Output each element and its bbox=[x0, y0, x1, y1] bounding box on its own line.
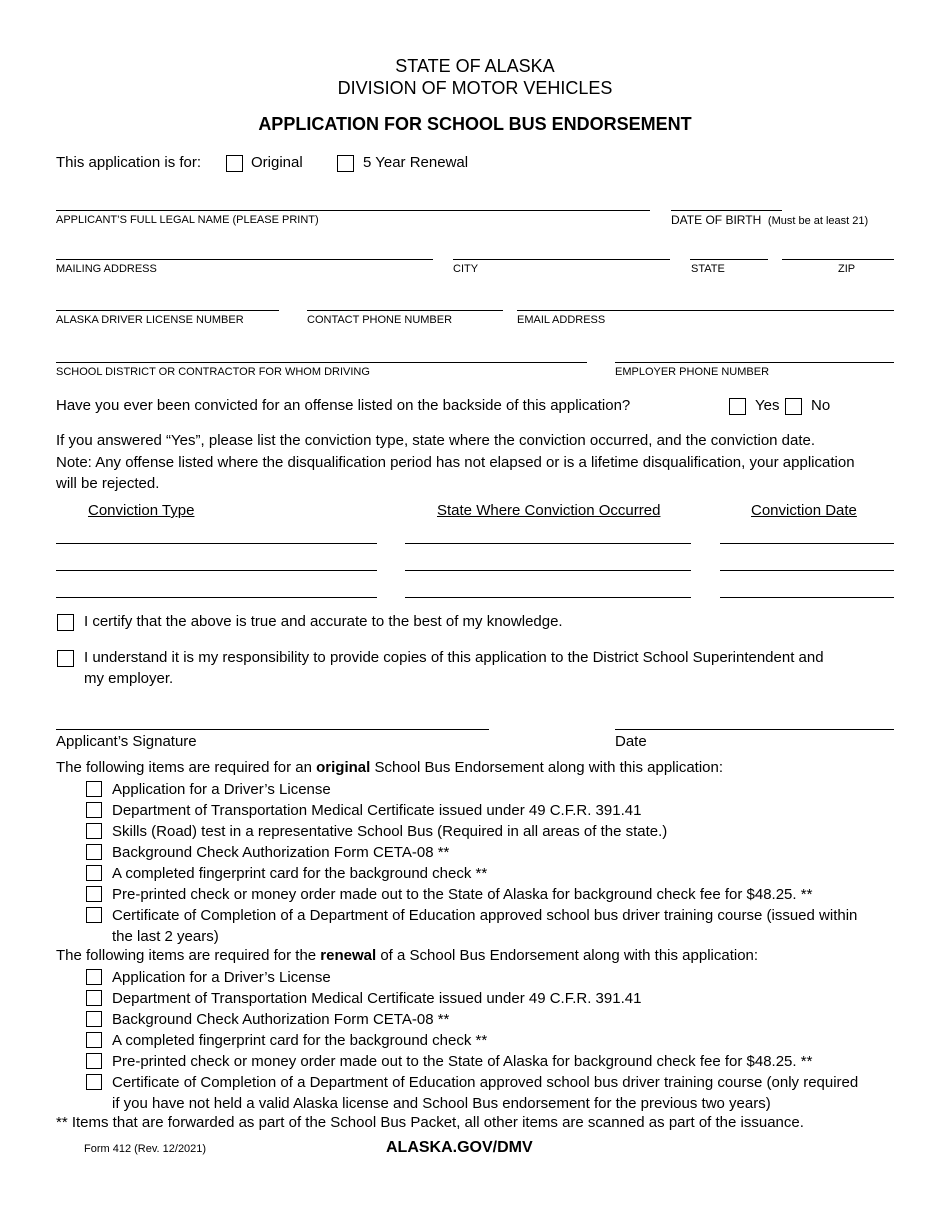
renewal-item-checkbox-5[interactable] bbox=[86, 1053, 102, 1069]
original-item-checkbox-2[interactable] bbox=[86, 802, 102, 818]
mailing-address-label: MAILING ADDRESS bbox=[56, 263, 157, 275]
original-item-5: A completed fingerprint card for the background check ** bbox=[112, 865, 488, 882]
city-label: CITY bbox=[453, 263, 479, 275]
original-intro-post: School Bus Endorsement along with this application: bbox=[370, 759, 724, 776]
conviction-no-label: No bbox=[811, 397, 831, 414]
original-item-checkbox-5[interactable] bbox=[86, 865, 102, 881]
renewal-item-6-continued: if you have not held a valid Alaska license and School Bus endorsement for the previous two years) bbox=[112, 1095, 771, 1112]
conviction-yes-label: Yes bbox=[755, 397, 780, 414]
email-label: EMAIL ADDRESS bbox=[517, 314, 606, 326]
conviction-date-field-1[interactable] bbox=[720, 543, 894, 544]
original-item-7: Certificate of Completion of a Department of Education approved school bus driver training course (issued within bbox=[112, 907, 858, 924]
original-checkbox[interactable] bbox=[226, 155, 243, 172]
state-field[interactable] bbox=[690, 259, 768, 260]
website-link[interactable]: ALASKA.GOV/DMV bbox=[386, 1139, 533, 1156]
responsibility-checkbox[interactable] bbox=[57, 650, 74, 667]
employer-phone-field[interactable] bbox=[615, 362, 894, 363]
renewal-item-checkbox-2[interactable] bbox=[86, 990, 102, 1006]
renewal-item-4: A completed fingerprint card for the background check ** bbox=[112, 1032, 488, 1049]
signature-date-label: Date bbox=[615, 733, 647, 750]
conviction-type-field-3[interactable] bbox=[56, 597, 377, 598]
conviction-date-header: Conviction Date bbox=[751, 502, 857, 519]
original-intro-pre: The following items are required for an bbox=[56, 759, 317, 776]
original-item-2: Department of Transportation Medical Certificate issued under 49 C.F.R. 391.41 bbox=[112, 802, 642, 819]
conviction-type-field-2[interactable] bbox=[56, 570, 377, 571]
city-field[interactable] bbox=[453, 259, 670, 260]
division-heading: DIVISION OF MOTOR VEHICLES bbox=[337, 78, 613, 98]
employer-phone-label: EMPLOYER PHONE NUMBER bbox=[615, 366, 770, 378]
conviction-state-field-2[interactable] bbox=[405, 570, 691, 571]
license-number-label: ALASKA DRIVER LICENSE NUMBER bbox=[56, 314, 244, 326]
conviction-question: Have you ever been convicted for an offense listed on the backside of this application? bbox=[56, 397, 631, 414]
conviction-state-header: State Where Conviction Occurred bbox=[437, 502, 661, 519]
renewal-item-6: Certificate of Completion of a Department of Education approved school bus driver training course (only required bbox=[112, 1074, 859, 1091]
renewal-item-2: Department of Transportation Medical Certificate issued under 49 C.F.R. 391.41 bbox=[112, 990, 642, 1007]
original-item-3: Skills (Road) test in a representative School Bus (Required in all areas of the state.) bbox=[112, 823, 668, 840]
signature-field[interactable] bbox=[56, 729, 489, 730]
original-item-1: Application for a Driver’s License bbox=[112, 781, 331, 798]
dob-label bbox=[671, 213, 868, 227]
state-label: STATE bbox=[691, 263, 725, 275]
conviction-no-checkbox[interactable] bbox=[785, 398, 802, 415]
full-name-field[interactable] bbox=[56, 210, 650, 211]
zip-field[interactable] bbox=[782, 259, 894, 260]
conviction-yes-checkbox[interactable] bbox=[729, 398, 746, 415]
renewal-intro-post: of a School Bus Endorsement along with this application: bbox=[376, 947, 759, 964]
original-item-4: Background Check Authorization Form CETA-08 ** bbox=[112, 844, 450, 861]
original-item-checkbox-3[interactable] bbox=[86, 823, 102, 839]
form-number: Form 412 (Rev. 12/2021) bbox=[84, 1143, 207, 1155]
conviction-type-field-1[interactable] bbox=[56, 543, 377, 544]
license-number-field[interactable] bbox=[56, 310, 279, 311]
zip-label: ZIP bbox=[838, 263, 856, 275]
renewal-intro-pre: The following items are required for the bbox=[56, 947, 321, 964]
original-item-7-continued: the last 2 years) bbox=[112, 928, 219, 945]
contact-phone-label: CONTACT PHONE NUMBER bbox=[307, 314, 453, 326]
original-item-checkbox-1[interactable] bbox=[86, 781, 102, 797]
renewal-option-label: 5 Year Renewal bbox=[363, 154, 469, 171]
full-name-label: APPLICANT’S FULL LEGAL NAME (PLEASE PRINT) bbox=[56, 214, 319, 226]
original-item-checkbox-4[interactable] bbox=[86, 844, 102, 860]
dob-field[interactable] bbox=[671, 210, 782, 211]
conviction-instructions-3: will be rejected. bbox=[56, 475, 160, 492]
signature-date-field[interactable] bbox=[615, 729, 894, 730]
mailing-address-field[interactable] bbox=[56, 259, 433, 260]
conviction-state-field-1[interactable] bbox=[405, 543, 691, 544]
email-field[interactable] bbox=[517, 310, 894, 311]
form-title: APPLICATION FOR SCHOOL BUS ENDORSEMENT bbox=[258, 114, 692, 134]
conviction-date-field-2[interactable] bbox=[720, 570, 894, 571]
renewal-item-checkbox-6[interactable] bbox=[86, 1074, 102, 1090]
renewal-item-1: Application for a Driver’s License bbox=[112, 969, 331, 986]
renewal-item-3: Background Check Authorization Form CETA-08 ** bbox=[112, 1011, 450, 1028]
school-district-label: SCHOOL DISTRICT OR CONTRACTOR FOR WHOM DRIVING bbox=[56, 366, 370, 378]
renewal-intro-bold: renewal bbox=[320, 947, 377, 964]
dob-note: (Must be at least 21) bbox=[767, 215, 869, 227]
conviction-instructions-2: Note: Any offense listed where the disqualification period has not elapsed or is a lifetime disqualification, your application bbox=[56, 454, 855, 471]
footnote: ** Items that are forwarded as part of the School Bus Packet, all other items are scanned as part of the issuance. bbox=[56, 1114, 804, 1131]
original-item-checkbox-6[interactable] bbox=[86, 886, 102, 902]
responsibility-statement-2: my employer. bbox=[84, 670, 174, 687]
signature-label: Applicant’s Signature bbox=[56, 733, 197, 750]
certify-statement: I certify that the above is true and accurate to the best of my knowledge. bbox=[84, 613, 563, 630]
renewal-item-checkbox-1[interactable] bbox=[86, 969, 102, 985]
conviction-instructions-1: If you answered “Yes”, please list the conviction type, state where the conviction occurred, and the conviction date. bbox=[56, 432, 816, 449]
conviction-date-field-3[interactable] bbox=[720, 597, 894, 598]
renewal-item-5: Pre-printed check or money order made out to the State of Alaska for background check fee for $48.25. ** bbox=[112, 1053, 813, 1070]
state-heading: STATE OF ALASKA bbox=[395, 56, 555, 76]
original-option-label: Original bbox=[251, 154, 303, 171]
renewal-requirements-intro bbox=[56, 947, 758, 964]
renewal-item-checkbox-4[interactable] bbox=[86, 1032, 102, 1048]
conviction-state-field-3[interactable] bbox=[405, 597, 691, 598]
certify-checkbox[interactable] bbox=[57, 614, 74, 631]
application-type-label: This application is for: bbox=[56, 154, 202, 171]
conviction-type-header: Conviction Type bbox=[88, 502, 195, 519]
original-item-checkbox-7[interactable] bbox=[86, 907, 102, 923]
responsibility-statement-1: I understand it is my responsibility to provide copies of this application to the District School Superintendent and bbox=[84, 649, 824, 666]
dob-label-text: DATE OF BIRTH bbox=[671, 213, 762, 227]
renewal-item-checkbox-3[interactable] bbox=[86, 1011, 102, 1027]
renewal-checkbox[interactable] bbox=[337, 155, 354, 172]
school-district-field[interactable] bbox=[56, 362, 587, 363]
original-requirements-intro bbox=[56, 759, 723, 776]
contact-phone-field[interactable] bbox=[307, 310, 503, 311]
original-item-6: Pre-printed check or money order made out to the State of Alaska for background check fee for $48.25. ** bbox=[112, 886, 813, 903]
original-intro-bold: original bbox=[316, 759, 371, 776]
